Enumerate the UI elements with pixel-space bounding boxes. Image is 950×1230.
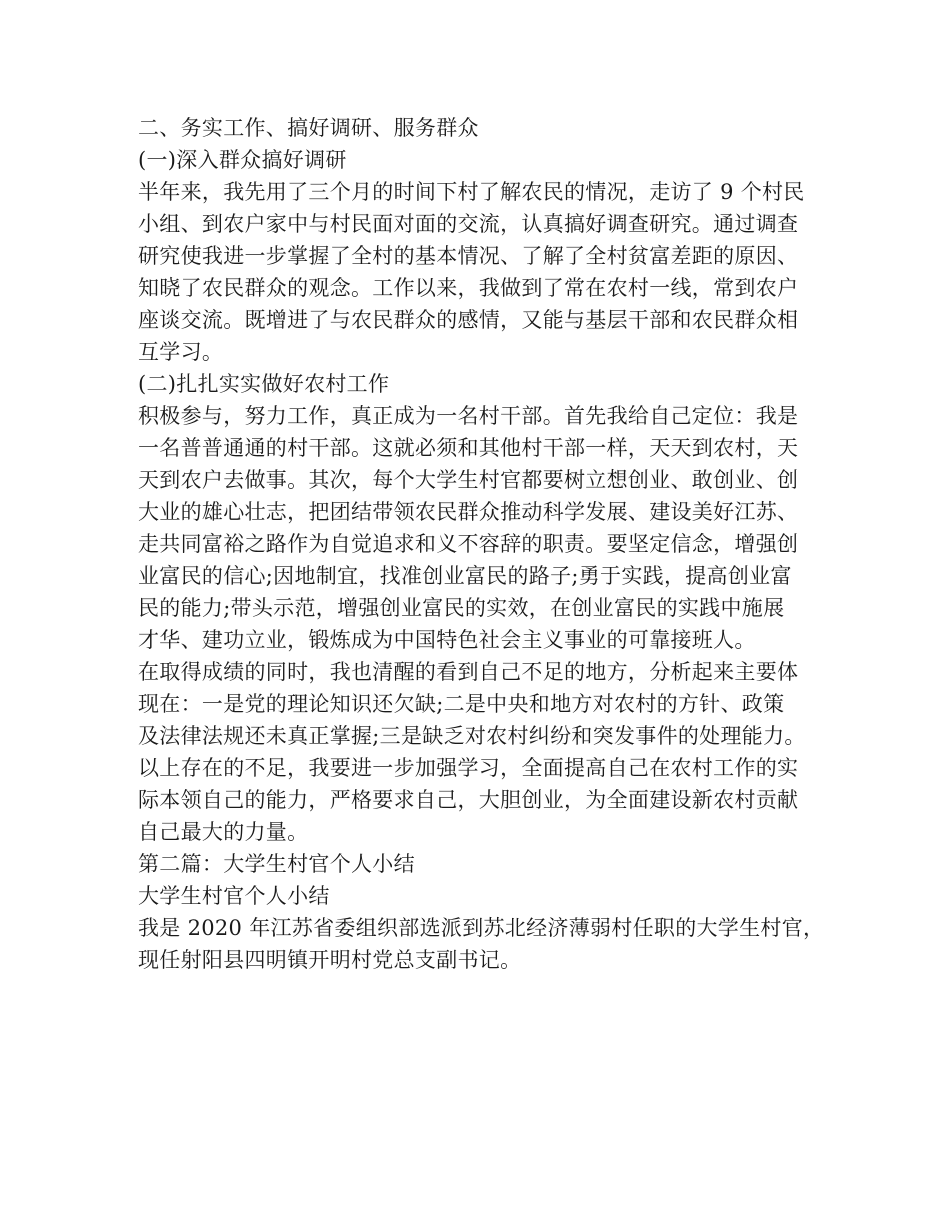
paragraph-line: 研究使我进一步掌握了全村的基本情况、了解了全村贫富差距的原因、 <box>138 244 799 268</box>
paragraph-line: 我是 2020 年江苏省委组织部选派到苏北经济薄弱村任职的大学生村官， <box>138 916 825 940</box>
document-body <box>138 112 828 976</box>
paragraph-line: 一名普普通通的村干部。这就必须和其他村干部一样，天天到农村，天 <box>138 436 799 460</box>
paragraph-line: 半年来，我先用了三个月的时间下村了解农民的情况，走访了 9 个村民 <box>138 180 805 204</box>
subsection-heading: (一)深入群众搞好调研 <box>138 148 347 172</box>
paragraph-line: 小组、到农户家中与村民面对面的交流，认真搞好调查研究。通过调查 <box>138 212 799 236</box>
paragraph-line: 民的能力;带头示范，增强创业富民的实效，在创业富民的实践中施展 <box>138 596 785 620</box>
paragraph-line: 以上存在的不足，我要进一步加强学习，全面提高自己在农村工作的实 <box>138 756 799 780</box>
paragraph-line: 大业的雄心壮志，把团结带领农民群众推动科学发展、建设美好江苏、 <box>138 500 799 524</box>
paragraph-line: 走共同富裕之路作为自觉追求和义不容辞的职责。要坚定信念，增强创 <box>138 532 799 556</box>
paragraph-line: 现任射阳县四明镇开明村党总支副书记。 <box>138 948 522 972</box>
paragraph-line: 天到农户去做事。其次，每个大学生村官都要树立想创业、敢创业、创 <box>138 468 799 492</box>
section-heading: 二、务实工作、搞好调研、服务群众 <box>138 116 479 140</box>
article-title: 第二篇：大学生村官个人小结 <box>138 852 415 876</box>
paragraph-line: 才华、建功立业，锻炼成为中国特色社会主义事业的可靠接班人。 <box>138 628 756 652</box>
article-subtitle: 大学生村官个人小结 <box>138 884 330 908</box>
subsection-heading: (二)扎扎实实做好农村工作 <box>138 372 390 396</box>
paragraph-line: 现在：一是党的理论知识还欠缺;二是中央和地方对农村的方针、政策 <box>138 692 785 716</box>
paragraph-line: 知晓了农民群众的观念。工作以来，我做到了常在农村一线，常到农户 <box>138 276 799 300</box>
paragraph-line: 及法律法规还未真正掌握;三是缺乏对农村纠纷和突发事件的处理能力。 <box>138 724 806 748</box>
paragraph-line: 际本领自己的能力，严格要求自己，大胆创业，为全面建设新农村贡献 <box>138 788 799 812</box>
paragraph-line: 座谈交流。既增进了与农民群众的感情，又能与基层干部和农民群众相 <box>138 308 799 332</box>
paragraph-line: 业富民的信心;因地制宜，找准创业富民的路子;勇于实践，提高创业富 <box>138 564 792 588</box>
paragraph-line: 自己最大的力量。 <box>138 820 309 844</box>
paragraph-line: 在取得成绩的同时，我也清醒的看到自己不足的地方，分析起来主要体 <box>138 660 799 684</box>
paragraph-line: 互学习。 <box>138 340 224 364</box>
paragraph-line: 积极参与，努力工作，真正成为一名村干部。首先我给自己定位：我是 <box>138 404 799 428</box>
